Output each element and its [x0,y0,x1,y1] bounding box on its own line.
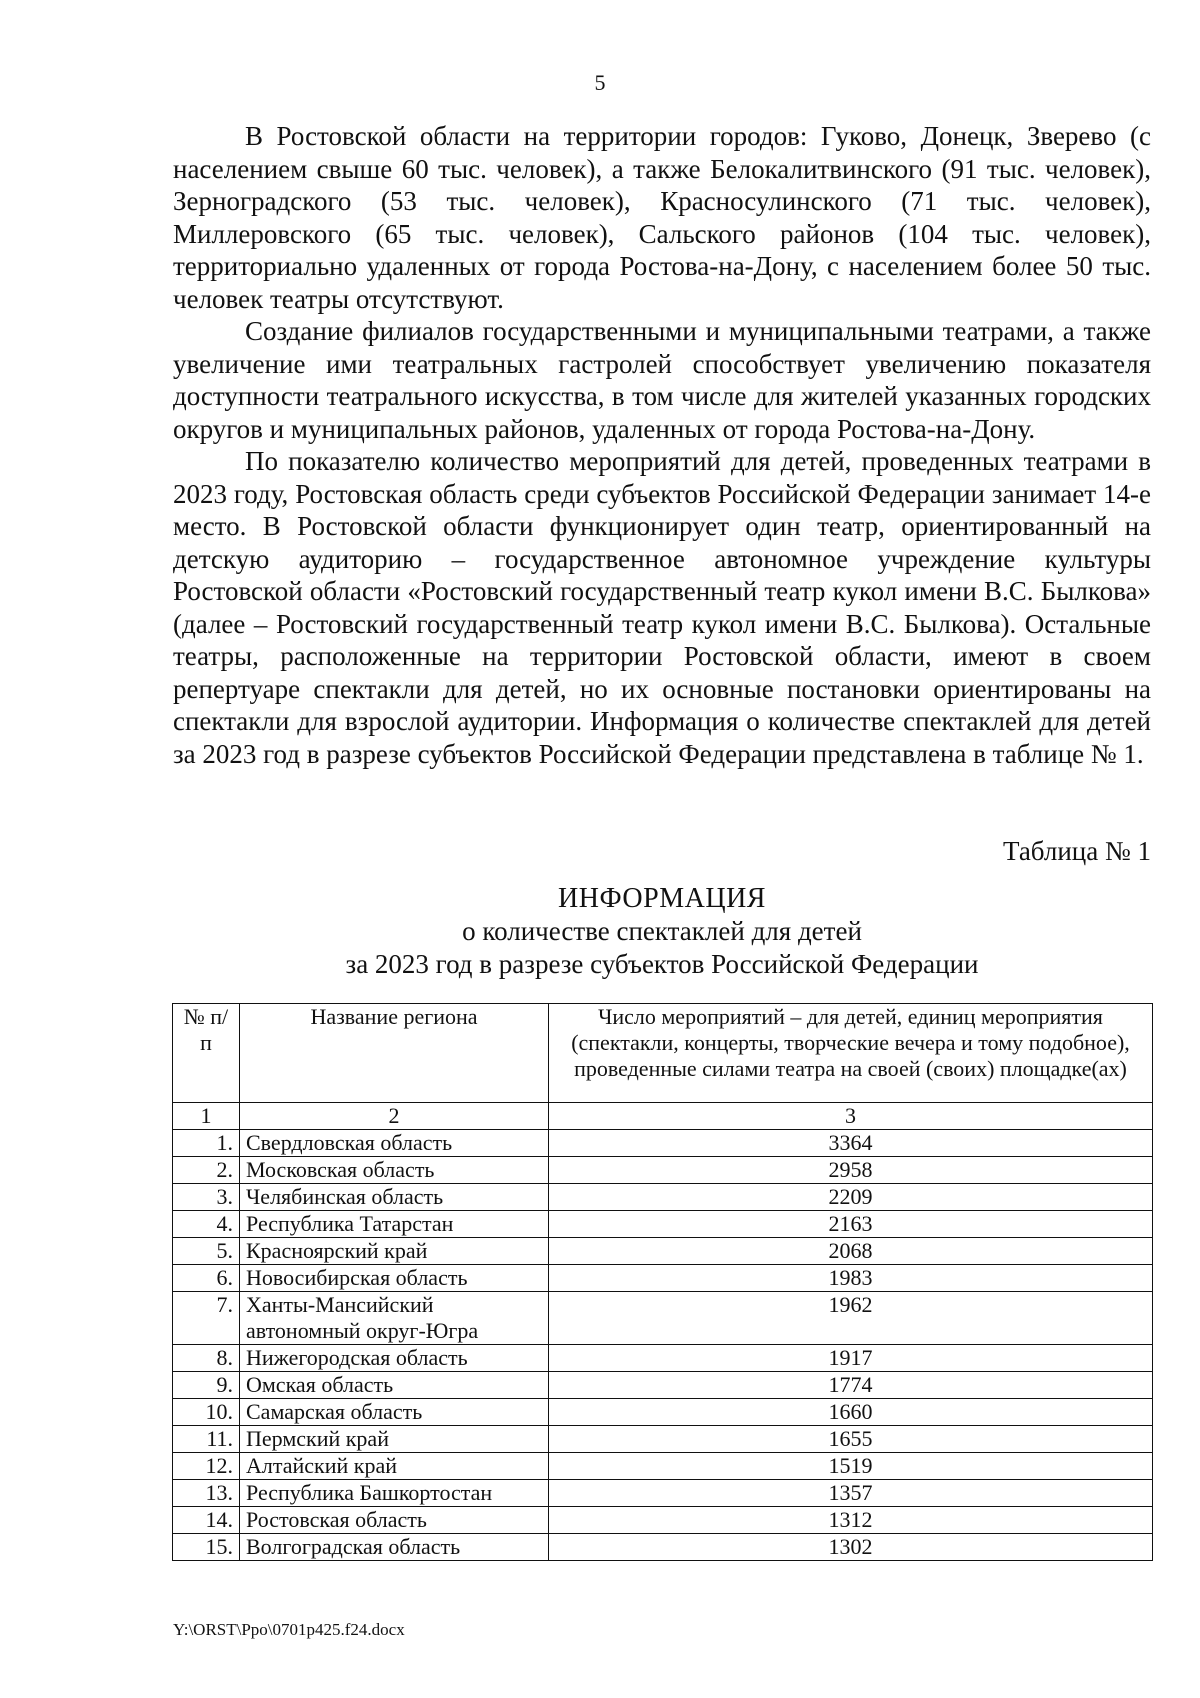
index-cell: 2 [240,1103,549,1130]
row-num-cell: 11. [173,1426,240,1453]
table-label: Таблица № 1 [1003,836,1151,866]
header-num: № п/п [173,1004,240,1103]
paragraph: В Ростовской области на территории городов: Гуково, Донецк, Зверево (с населением свыше 60 тыс. человек), а также Белокалитвинского (91 тыс. человек), Зерноградского (53 тыс. человек), Красносулинского (71 тыс. человек), Миллеровского (65 тыс. человек), Сальского районов (104 тыс. человек), территориально удаленных от города Ростова-на-Дону, с населением более 50 тыс. человек театры отсутствуют. [173,121,1151,314]
table-row [173,1157,1153,1184]
row-name-cell: Ростовская область [240,1507,549,1534]
table-header-row [173,1004,1153,1103]
table-row [173,1453,1153,1480]
row-num-cell: 8. [173,1345,240,1372]
heading-title: ИНФОРМАЦИЯ [558,883,766,914]
row-name-cell: Нижегородская область [240,1345,549,1372]
row-value-cell: 1774 [549,1372,1153,1399]
file-path-footer: Y:\ORST\Ppo\0701p425.f24.docx [173,1620,405,1639]
table-row [173,1534,1153,1561]
row-value-cell: 1519 [549,1453,1153,1480]
table-row [173,1372,1153,1399]
row-num-cell: 5. [173,1238,240,1265]
index-cell: 1 [173,1103,240,1130]
header-name: Название региона [240,1004,549,1103]
heading-line: о количестве спектаклей для детей [462,916,862,946]
row-value-cell: 1357 [549,1480,1153,1507]
table-row [173,1238,1153,1265]
row-value-cell: 1302 [549,1534,1153,1561]
data-table [172,1003,1153,1561]
table-row [173,1265,1153,1292]
row-num-cell: 2. [173,1157,240,1184]
row-num-cell: 12. [173,1453,240,1480]
body-text [173,120,1151,770]
row-name-cell: Новосибирская область [240,1265,549,1292]
row-num-cell: 3. [173,1184,240,1211]
row-value-cell: 1917 [549,1345,1153,1372]
paragraph: Создание филиалов государственными и муниципальными театрами, а также увеличение ими театральных гастролей способствует увеличению показателя доступности театрального искусства, в том числе для жителей указанных городских округов и муниципальных районов, удаленных от города Ростова-на-Дону. [173,316,1151,444]
heading-line: за 2023 год в разрезе субъектов Российской Федерации [345,949,979,979]
table-row [173,1399,1153,1426]
row-num-cell: 6. [173,1265,240,1292]
page-number: 5 [594,70,606,95]
table-index-row [173,1103,1153,1130]
index-cell: 3 [549,1103,1153,1130]
row-value-cell: 1962 [549,1292,1153,1345]
row-num-cell: 9. [173,1372,240,1399]
row-num-cell: 15. [173,1534,240,1561]
row-num-cell: 10. [173,1399,240,1426]
row-num-cell: 7. [173,1292,240,1345]
row-value-cell: 2958 [549,1157,1153,1184]
row-name-cell: Пермский край [240,1426,549,1453]
table-row [173,1292,1153,1345]
row-name-cell: Республика Башкортостан [240,1480,549,1507]
paragraph: По показателю количество мероприятий для детей, проведенных театрами в 2023 году, Ростовская область среди субъектов Российской Федерации занимает 14-е место. В Ростовской области функционирует один театр, ориентированный на детскую аудиторию – государственное автономное учреждение культуры Ростовской области «Ростовский государственный театр кукол имени В.С. Былкова» (далее – Ростовский государственный театр кукол имени В.С. Былкова). Остальные театры, расположенные на территории Ростовской области, имеют в своем репертуаре спектакли для детей, но их основные постановки ориентированы на спектакли для взрослой аудитории. Информация о количестве спектаклей для детей за 2023 год в разрезе субъектов Российской Федерации представлена в таблице № 1. [173,446,1151,769]
row-name-cell: Самарская область [240,1399,549,1426]
row-value-cell: 1312 [549,1507,1153,1534]
row-value-cell: 1660 [549,1399,1153,1426]
row-value-cell: 1983 [549,1265,1153,1292]
header-value: Число мероприятий – для детей, единиц мероприятия (спектакли, концерты, творческие вечера и тому подобное), проведенные силами театра на своей (своих) площадке(ах) [549,1004,1153,1103]
table-row [173,1130,1153,1157]
row-name-cell: Волгоградская область [240,1534,549,1561]
row-value-cell: 1655 [549,1426,1153,1453]
row-num-cell: 4. [173,1211,240,1238]
table-row [173,1184,1153,1211]
table-row [173,1211,1153,1238]
row-value-cell: 3364 [549,1130,1153,1157]
table-heading [173,882,1151,981]
row-name-cell: Ханты-Мансийский автономный округ-Югра [240,1292,549,1345]
row-value-cell: 2209 [549,1184,1153,1211]
table-row [173,1345,1153,1372]
row-name-cell: Челябинская область [240,1184,549,1211]
row-name-cell: Омская область [240,1372,549,1399]
table-row [173,1507,1153,1534]
row-num-cell: 1. [173,1130,240,1157]
row-num-cell: 13. [173,1480,240,1507]
table-row [173,1426,1153,1453]
table-row [173,1480,1153,1507]
row-name-cell: Республика Татарстан [240,1211,549,1238]
row-name-cell: Красноярский край [240,1238,549,1265]
row-name-cell: Алтайский край [240,1453,549,1480]
row-name-cell: Свердловская область [240,1130,549,1157]
row-name-cell: Московская область [240,1157,549,1184]
row-value-cell: 2163 [549,1211,1153,1238]
row-value-cell: 2068 [549,1238,1153,1265]
row-num-cell: 14. [173,1507,240,1534]
